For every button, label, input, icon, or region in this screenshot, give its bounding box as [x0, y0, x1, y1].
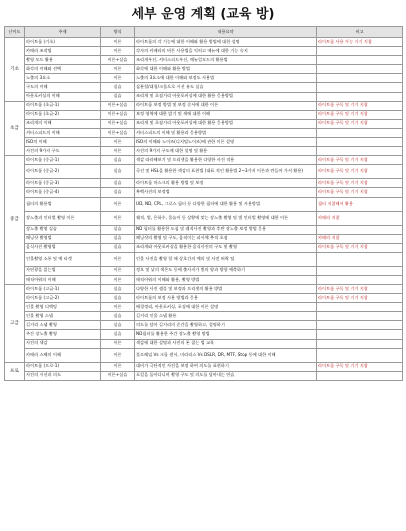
- note-cell: 라이트룸 구독 및 기기 지참: [317, 119, 403, 128]
- summary-cell: 색감 따라해보기 및 프리셋을 활용한 다양한 사진 적용: [135, 156, 317, 165]
- note-cell: 카메라 지참: [317, 211, 403, 225]
- summary-cell: 다양한 사진 샘플 및 보정과 프리셋의 활용 방법: [135, 284, 317, 293]
- topic-cell: 장노출과 인터벌 촬영 이론: [25, 211, 101, 225]
- topic-cell: 라이트룸 (기초): [25, 38, 101, 47]
- method-cell: 실습: [101, 243, 135, 252]
- summary-cell: 조리개와 아웃포커싱을 활용한 음식사진의 구도 및 촬영: [135, 243, 317, 252]
- table-row: [5, 243, 403, 252]
- summary-cell: UD, ND, CPL, 그로스 필터 등 다양한 필터에 대한 활용 및 사용방법: [135, 197, 317, 211]
- summary-cell: 화각에 대한 이해와 활용 방법: [135, 65, 317, 74]
- note-cell: [317, 83, 403, 92]
- method-cell: 실습: [101, 83, 135, 92]
- topic-cell: 매직아워의 이해: [25, 275, 101, 284]
- note-cell: 라이트룸 사용 가능 기기 지참: [317, 38, 403, 47]
- table-row: [5, 147, 403, 156]
- note-cell: [317, 92, 403, 101]
- method-cell: 실습: [101, 188, 135, 197]
- note-cell: [317, 339, 403, 348]
- method-cell: 이론: [101, 252, 135, 266]
- table-row: [5, 156, 403, 165]
- topic-cell: 필터의 활용법: [25, 197, 101, 211]
- plan-table: [4, 26, 403, 381]
- summary-cell: 정오 및 낮의 색온도 등에 출사지가 빛의 양과 방향 예측하기: [135, 266, 317, 275]
- topic-cell: ISO의 이해: [25, 138, 101, 147]
- table-row: [5, 234, 403, 243]
- table-row: [5, 339, 403, 348]
- topic-cell: 인물촬영 소통 및 예 티켓: [25, 252, 101, 266]
- page-title: 세부 운영 계획 (교육 방): [131, 7, 275, 22]
- method-cell: 이론: [101, 339, 135, 348]
- note-cell: [317, 303, 403, 312]
- method-cell: 이론: [101, 303, 135, 312]
- level-cell: 고급: [5, 284, 25, 362]
- topic-cell: 라이트룸 (중급-1): [25, 156, 101, 165]
- topic-cell: 음식사진 촬영법: [25, 243, 101, 252]
- method-cell: 이론: [101, 147, 135, 156]
- summary-cell: 풀프레임 Vs 크롭 센서, 미러리스 Vs DSLR, DR, MTF, Stop 등에 대한 이해: [135, 348, 317, 362]
- method-cell: 실습: [101, 156, 135, 165]
- level-cell: 중급: [5, 156, 25, 285]
- table-row: [5, 211, 403, 225]
- method-cell: 이론: [101, 275, 135, 284]
- table-row: [5, 179, 403, 188]
- note-cell: [317, 312, 403, 321]
- note-cell: 라이트룸 구독 및 기기 지참: [317, 179, 403, 188]
- method-cell: 실습: [101, 225, 135, 234]
- method-cell: 이론: [101, 362, 135, 371]
- topic-cell: 패닝샷 촬영법: [25, 234, 101, 243]
- summary-cell: 대비가 극단적인 사진을 보정 하여 의도를 표현하기: [135, 362, 317, 371]
- topic-cell: 라이트룸 (고급-2): [25, 294, 101, 303]
- topic-cell: 라이트룸 (프로-1): [25, 362, 101, 371]
- method-cell: 이론+실습: [101, 128, 135, 137]
- method-cell: 이론: [101, 266, 135, 275]
- topic-cell: 촬영 모드 활용: [25, 56, 101, 65]
- table-row: [5, 252, 403, 266]
- table-row: [5, 128, 403, 137]
- header-method: 방식: [101, 27, 135, 38]
- note-cell: [317, 252, 403, 266]
- table-row: [5, 110, 403, 119]
- topic-cell: 노출의 3요소: [25, 74, 101, 83]
- summary-cell: 조리개우선, 셔터스피드우선, 매뉴얼모드의 활용법: [135, 56, 317, 65]
- table-row: [5, 371, 403, 380]
- method-cell: 실습: [101, 321, 135, 330]
- note-cell: 라이트룸 구독 및 기기 지참: [317, 243, 403, 252]
- table-row: [5, 348, 403, 362]
- method-cell: 실습: [101, 165, 135, 179]
- summary-cell: ND필터를 활용한 주간 장노출 촬영 방법: [135, 330, 317, 339]
- topic-cell: 화각의 이해와 선택: [25, 65, 101, 74]
- topic-cell: 라이트룸 (초급-2): [25, 110, 101, 119]
- table-row: [5, 303, 403, 312]
- summary-cell: 조리개 및 초점거리 아웃포커싱에 대한 활용 응용방법: [135, 92, 317, 101]
- summary-cell: 조리개 및 초점거리 아웃포커싱에 대한 활용 응용방법: [135, 119, 317, 128]
- method-cell: 이론: [101, 197, 135, 211]
- table-header-row: [5, 27, 403, 38]
- method-cell: 실습: [101, 312, 135, 321]
- table-row: [5, 165, 403, 179]
- note-cell: [317, 138, 403, 147]
- table-row: [5, 197, 403, 211]
- note-cell: [317, 371, 403, 380]
- topic-cell: 인물 촬영 디렉팅: [25, 303, 101, 312]
- table-row: [5, 330, 403, 339]
- summary-cell: 셔터스피드의 이해 및 활용과 응용방법: [135, 128, 317, 137]
- method-cell: 실습: [101, 92, 135, 101]
- level-cell: 프로: [5, 362, 25, 380]
- note-cell: [317, 128, 403, 137]
- note-cell: [317, 225, 403, 234]
- note-cell: 라이트룸 구독 및 기기 지참: [317, 362, 403, 371]
- note-cell: 라이트룸 구독 및 기기 지참: [317, 284, 403, 293]
- table-row: [5, 225, 403, 234]
- header-note: 비고: [317, 27, 403, 38]
- summary-cell: 색감에 대한 설명과 사진의 톤 잡는 법 교육: [135, 339, 317, 348]
- method-cell: 실습: [101, 284, 135, 293]
- note-cell: 라이트룸 구독 및 기기 지참: [317, 188, 403, 197]
- topic-cell: 사진의 9가지 구도: [25, 147, 101, 156]
- note-cell: [317, 266, 403, 275]
- method-cell: 이론: [101, 138, 135, 147]
- table-row: [5, 56, 403, 65]
- summary-cell: 라이트룸 마스크의 활용 방법 및 보정: [135, 179, 317, 188]
- topic-cell: 아웃포커싱의 이해: [25, 92, 101, 101]
- table-row: [5, 47, 403, 56]
- note-cell: 필터 지참해서 활용: [317, 197, 403, 211]
- note-cell: 라이트룸 구독 및 기기 지참: [317, 165, 403, 179]
- summary-cell: 패닝샷의 촬영 및 구도, 움직이는 피사체 추적 초점: [135, 234, 317, 243]
- note-cell: [317, 47, 403, 56]
- summary-cell: 배경정리, 아웃포커싱, 포징에 대한 이론 설명: [135, 303, 317, 312]
- note-cell: 카메라 지참: [317, 234, 403, 243]
- method-cell: 이론+실습: [101, 371, 135, 380]
- method-cell: 이론: [101, 38, 135, 47]
- summary-cell: 인물 사진을 촬영 할 때 상호간의 예의 및 사전 허락 팁: [135, 252, 317, 266]
- summary-cell: 라이트룸의 각 기능에 대한 이해와 활용 방법에 대한 설명: [135, 38, 317, 47]
- note-cell: 라이트룸 구독 및 기기 지참: [317, 101, 403, 110]
- table-row: [5, 188, 403, 197]
- table-row: [5, 294, 403, 303]
- method-cell: 이론: [101, 348, 135, 362]
- table-row: [5, 362, 403, 371]
- summary-cell: 매직아워의 이해와 활용, 촬영 방법: [135, 275, 317, 284]
- table-row: [5, 92, 403, 101]
- summary-cell: ND 필터를 활용한 도심 및 궤적사진 촬영과 후반 장노출 보정 방법 응용: [135, 225, 317, 234]
- note-cell: 라이트룸 구독 및 기기 지참: [317, 110, 403, 119]
- topic-cell: 길거리 스냅 촬영: [25, 321, 101, 330]
- note-cell: 라이트룸 구독 및 기기 지참: [317, 156, 403, 165]
- table-row: [5, 266, 403, 275]
- method-cell: 이론+실습: [101, 110, 135, 119]
- method-cell: 이론+실습: [101, 56, 135, 65]
- summary-cell: 노출의 3요소에 대한 이해와 보정도 사용법: [135, 74, 317, 83]
- method-cell: 이론: [101, 47, 135, 56]
- method-cell: 실습: [101, 294, 135, 303]
- topic-cell: 사진의 색감: [25, 339, 101, 348]
- table-row: [5, 138, 403, 147]
- method-cell: 실습: [101, 179, 135, 188]
- topic-cell: 셔터스피드의 이해: [25, 128, 101, 137]
- table-row: [5, 119, 403, 128]
- header-level: 난이도: [5, 27, 25, 38]
- topic-cell: 라이트룸 (중급-2): [25, 165, 101, 179]
- method-cell: 이론: [101, 211, 135, 225]
- method-cell: 이론: [101, 74, 135, 83]
- topic-cell: 조리개의 이해: [25, 119, 101, 128]
- note-cell: [317, 56, 403, 65]
- note-cell: [317, 65, 403, 74]
- table-row: [5, 83, 403, 92]
- note-cell: [317, 275, 403, 284]
- level-cell: 기초: [5, 38, 25, 102]
- topic-cell: 사진의 시선과 의도: [25, 371, 101, 380]
- method-cell: 이론+실습: [101, 119, 135, 128]
- table-row: [5, 101, 403, 110]
- summary-cell: 각자의 카메라의 버튼 사용법을 익히고 메뉴에 대한 기능 숙지: [135, 47, 317, 56]
- topic-cell: 카메라 조작법: [25, 47, 101, 56]
- topic-cell: 인물 촬영 스냅: [25, 312, 101, 321]
- summary-cell: ISO의 이해와 노이즈(디지털노이즈)에 관한 이론 설명: [135, 138, 317, 147]
- summary-cell: 사진의 9가지 구도에 대한 설명 및 활용: [135, 147, 317, 156]
- topic-cell: 주간 장노출 촬영: [25, 330, 101, 339]
- topic-cell: 구도의 이해: [25, 83, 101, 92]
- topic-cell: 자연광을 읽는법: [25, 266, 101, 275]
- summary-cell: 포컬을 돌아다니며 촬영 구도 및 의도를 담아내는 연습: [135, 371, 317, 380]
- method-cell: 이론: [101, 65, 135, 74]
- table-row: [5, 74, 403, 83]
- note-cell: [317, 348, 403, 362]
- summary-cell: 흑백사진의 보정법: [135, 188, 317, 197]
- table-row: [5, 65, 403, 74]
- header-summary: 내용요약: [135, 27, 317, 38]
- topic-cell: 라이트룸 (고급-1): [25, 284, 101, 293]
- summary-cell: 의도를 담아 길거리의 순간을 촬영하고, 설명하기: [135, 321, 317, 330]
- summary-cell: 삼분할/대칭/크롭으로 시선 유도 실습: [135, 83, 317, 92]
- table-row: [5, 284, 403, 293]
- table-row: [5, 38, 403, 47]
- method-cell: 실습: [101, 330, 135, 339]
- method-cell: 이론+실습: [101, 101, 135, 110]
- level-cell: 초급: [5, 101, 25, 156]
- topic-cell: 카메라 스펙의 이해: [25, 348, 101, 362]
- method-cell: 실습: [101, 234, 135, 243]
- header-topic: 주제: [25, 27, 101, 38]
- table-row: [5, 321, 403, 330]
- table-row: [5, 275, 403, 284]
- note-cell: [317, 330, 403, 339]
- summary-cell: 곡선 및 HSL을 활용한 색감의 표현법 (대표 적인 활용법 2~3가지 이론과 만들어 가서 활용): [135, 165, 317, 179]
- note-cell: [317, 74, 403, 83]
- note-cell: 라이트룸 구독 및 기기 지참: [317, 294, 403, 303]
- summary-cell: 라이트룸의 보정 사용 방법과 응용: [135, 294, 317, 303]
- topic-cell: 라이트룸 (중급-3): [25, 179, 101, 188]
- summary-cell: 길거리 인물 스냅 활용: [135, 312, 317, 321]
- table-body: [5, 38, 403, 381]
- topic-cell: 장노출 촬영 실습: [25, 225, 101, 234]
- topic-cell: 라이트룸 (초급-1): [25, 101, 101, 110]
- summary-cell: 보정 영역에 대한 밝기 및 색에 대한 이해: [135, 110, 317, 119]
- note-cell: [317, 147, 403, 156]
- summary-cell: 궤적, 별, 은하수, 물놀이 등 상황에 맞는 장노출 촬영 및 별 인터벌 촬영에 대한 이론: [135, 211, 317, 225]
- table-row: [5, 312, 403, 321]
- topic-cell: 라이트룸 (중급-4): [25, 188, 101, 197]
- note-cell: [317, 321, 403, 330]
- summary-cell: 라이트룸 보정 방법 및 보정 순서에 대한 이론: [135, 101, 317, 110]
